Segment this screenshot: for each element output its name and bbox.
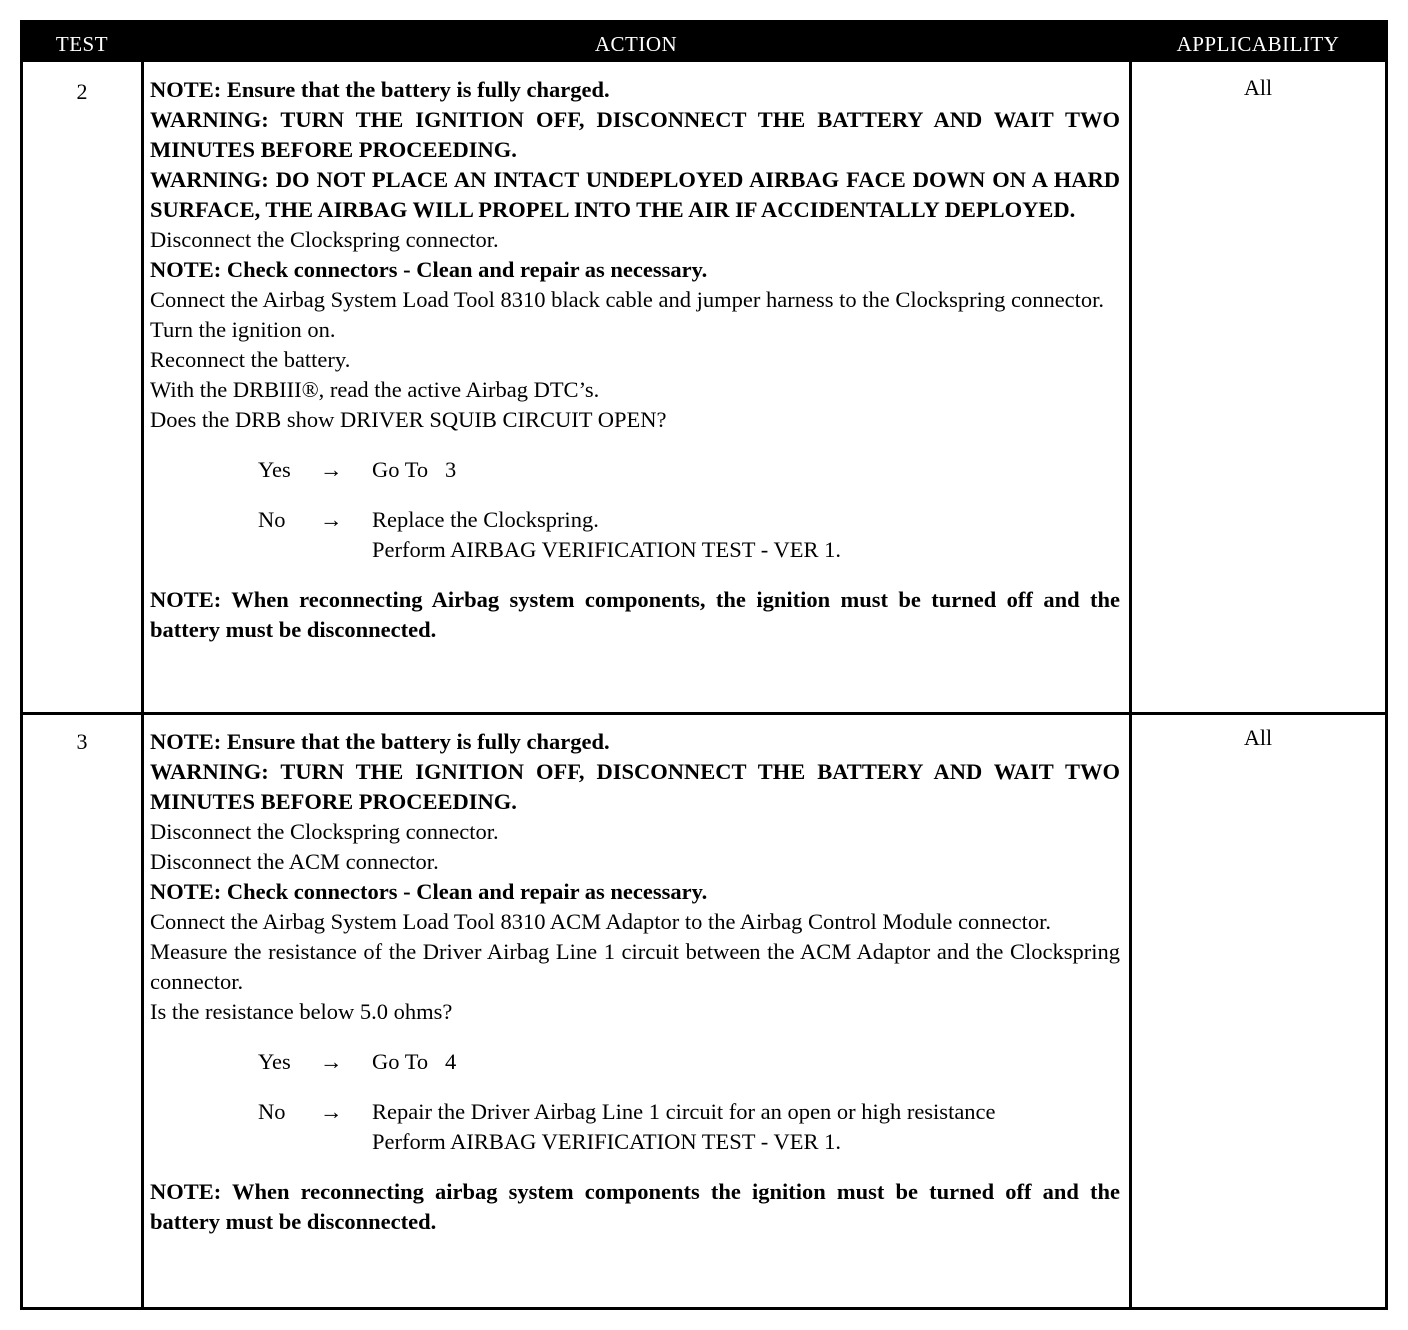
arrow-icon: →: [320, 507, 343, 532]
yes-choice: [150, 455, 1120, 485]
instruction-line: Measure the resistance of the Driver Airbag Line 1 circuit between the ACM Adaptor and the Clockspring connector.: [150, 939, 1120, 994]
row-divider: [23, 712, 1385, 715]
no-result-text: Replace the Clockspring.: [372, 507, 599, 532]
note-line: NOTE: Check connectors - Clean and repair as necessary.: [150, 257, 708, 282]
arrow-icon: →: [320, 1049, 343, 1074]
test-number: 3: [76, 729, 88, 754]
no-label: No: [258, 507, 286, 532]
warning-line: WARNING: TURN THE IGNITION OFF, DISCONNECT THE BATTERY AND WAIT TWO MINUTES BEFORE PROCEEDING.: [150, 759, 1120, 814]
action-cell: [150, 75, 1120, 645]
no-result-text: Repair the Driver Airbag Line 1 circuit for an open or high resistance: [372, 1099, 996, 1124]
yes-result: [372, 1047, 1120, 1077]
column-divider: [1129, 62, 1132, 1307]
instruction-line: Connect the Airbag System Load Tool 8310 black cable and jumper harness to the Clockspring connector.: [150, 287, 1105, 312]
yes-choice: [150, 1047, 1120, 1077]
yes-result-text: Go To 3: [372, 457, 457, 482]
diagnostic-table: [20, 20, 1388, 1310]
instruction-line: Turn the ignition on.: [150, 317, 336, 342]
applicability-value: All: [1243, 75, 1273, 100]
header-test: TEST: [55, 32, 109, 56]
action-cell: [150, 727, 1120, 1237]
no-result: [372, 505, 1120, 565]
final-note: NOTE: When reconnecting airbag system components the ignition must be turned off and the battery must be disconnected.: [150, 1179, 1120, 1234]
header-applicability: APPLICABILITY: [1176, 32, 1340, 56]
instruction-line: Connect the Airbag System Load Tool 8310 ACM Adaptor to the Airbag Control Module connector.: [150, 909, 1052, 934]
no-result-text: Perform AIRBAG VERIFICATION TEST - VER 1.: [372, 1129, 841, 1154]
no-label: No: [258, 1099, 286, 1124]
instruction-line: Disconnect the Clockspring connector.: [150, 819, 499, 844]
instruction-line: With the DRBIII®, read the active Airbag DTC’s.: [150, 377, 600, 402]
instruction-line: Disconnect the Clockspring connector.: [150, 227, 499, 252]
no-result: [372, 1097, 1120, 1157]
applicability-value: All: [1243, 725, 1273, 750]
instruction-line: Reconnect the battery.: [150, 347, 351, 372]
final-note: NOTE: When reconnecting Airbag system components, the ignition must be turned off and the battery must be disconnected.: [150, 587, 1120, 642]
arrow-icon: →: [320, 457, 343, 482]
note-line: NOTE: Ensure that the battery is fully charged.: [150, 77, 610, 102]
yes-label: Yes: [258, 1049, 291, 1074]
column-divider: [141, 62, 144, 1307]
instruction-line: Disconnect the ACM connector.: [150, 849, 439, 874]
yes-result-text: Go To 4: [372, 1049, 457, 1074]
warning-line: WARNING: DO NOT PLACE AN INTACT UNDEPLOYED AIRBAG FACE DOWN ON A HARD SURFACE, THE AIRBAG WILL PROPEL INTO THE AIR IF ACCIDENTALLY DEPLOYED.: [150, 167, 1120, 222]
no-choice: [150, 1097, 1120, 1157]
note-line: NOTE: Ensure that the battery is fully charged.: [150, 729, 610, 754]
yes-result: [372, 455, 1120, 485]
question-line: Is the resistance below 5.0 ohms?: [150, 999, 453, 1024]
question-line: Does the DRB show DRIVER SQUIB CIRCUIT OPEN?: [150, 407, 667, 432]
header-action: ACTION: [594, 32, 678, 56]
warning-line: WARNING: TURN THE IGNITION OFF, DISCONNECT THE BATTERY AND WAIT TWO MINUTES BEFORE PROCEEDING.: [150, 107, 1120, 162]
no-choice: [150, 505, 1120, 565]
no-result-text: Perform AIRBAG VERIFICATION TEST - VER 1.: [372, 537, 841, 562]
arrow-icon: →: [320, 1099, 343, 1124]
note-line: NOTE: Check connectors - Clean and repair as necessary.: [150, 879, 708, 904]
table-header: [23, 23, 1385, 62]
test-number: 2: [76, 79, 88, 104]
yes-label: Yes: [258, 457, 291, 482]
